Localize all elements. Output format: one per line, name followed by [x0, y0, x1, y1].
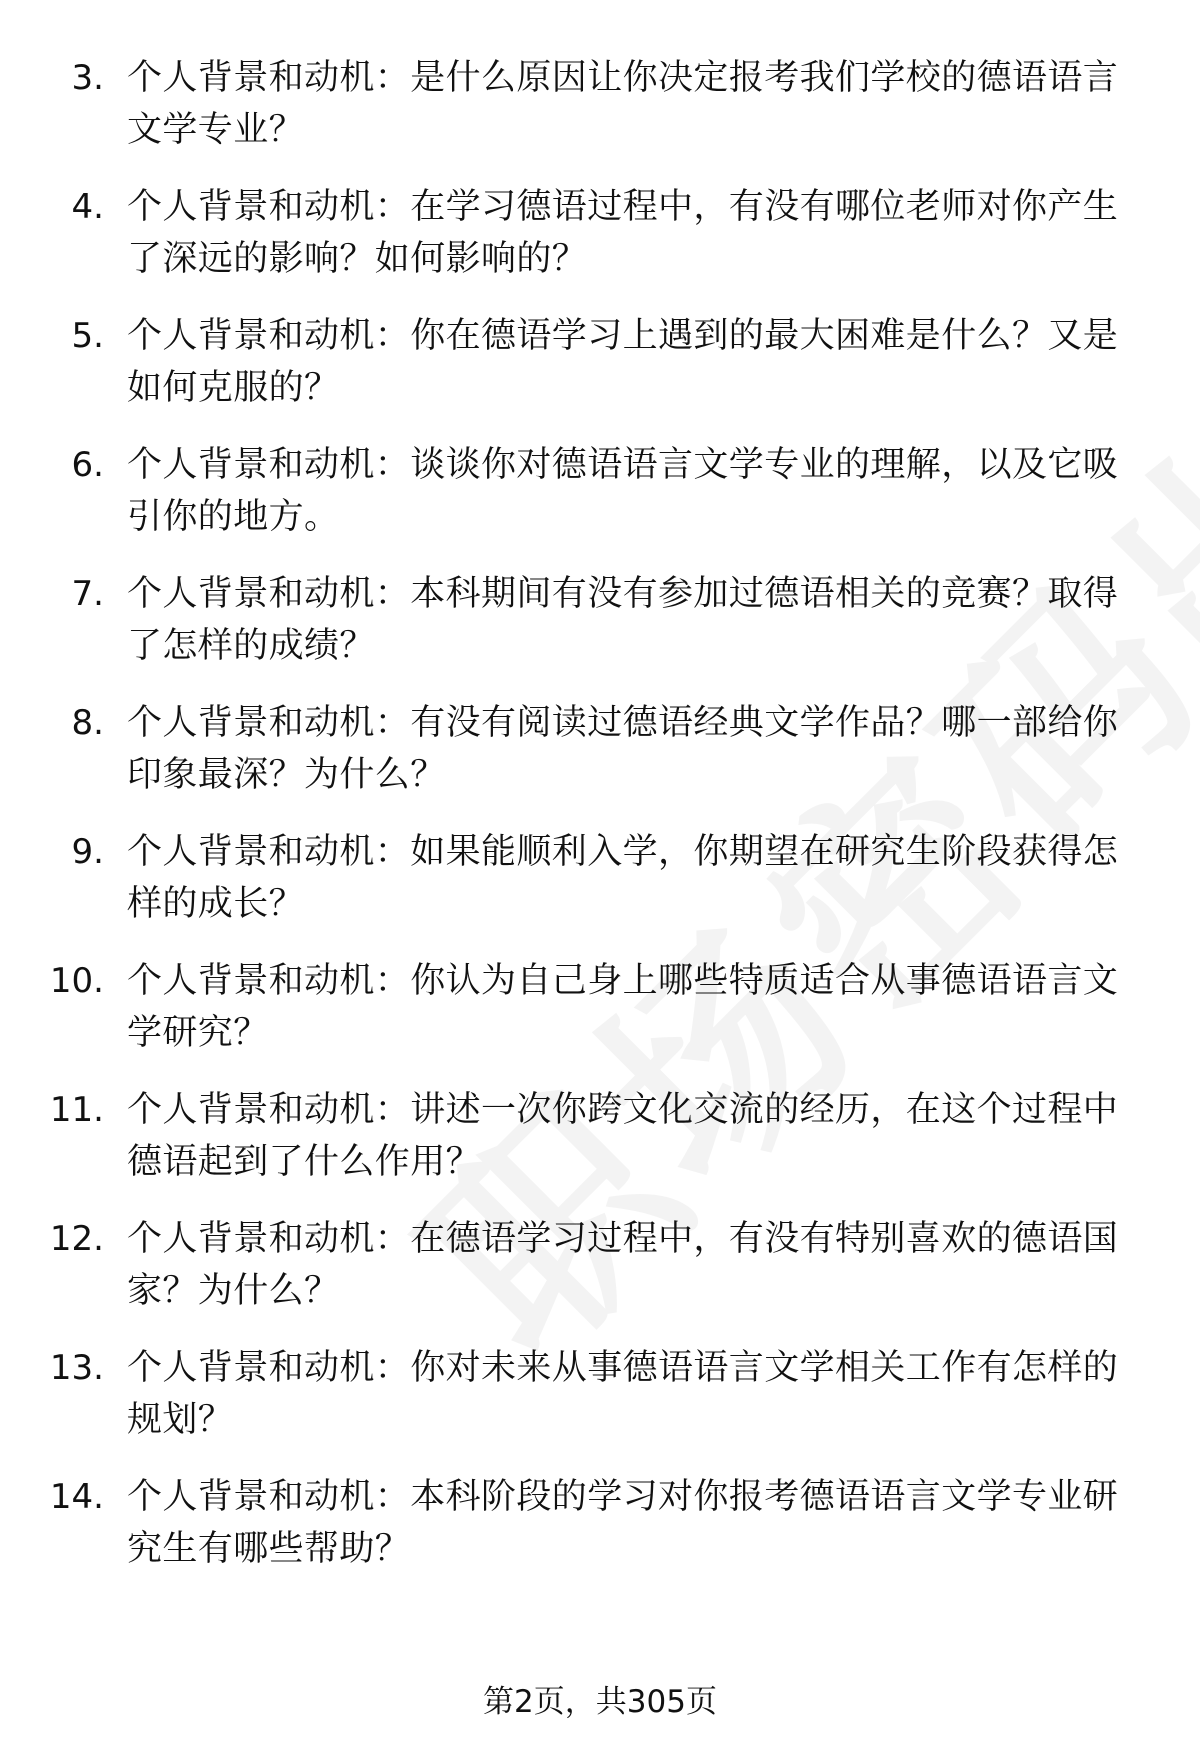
item-text: 个人背景和动机：在学习德语过程中，有没有哪位老师对你产生了深远的影响？如何影响的？ — [127, 187, 1119, 279]
list-item — [0, 52, 1200, 181]
list-item — [0, 697, 1200, 826]
list-item — [0, 439, 1200, 568]
item-number: 6. — [71, 445, 104, 485]
item-number: 3. — [71, 58, 104, 98]
list-item — [0, 955, 1200, 1084]
item-number: 14. — [49, 1477, 104, 1517]
list-item — [0, 826, 1200, 955]
item-text: 个人背景和动机：你认为自己身上哪些特质适合从事德语语言文学研究？ — [127, 961, 1119, 1053]
item-number: 10. — [49, 961, 104, 1001]
item-text: 个人背景和动机：如果能顺利入学，你期望在研究生阶段获得怎样的成长？ — [127, 832, 1119, 924]
item-number: 11. — [49, 1090, 104, 1130]
item-number: 7. — [71, 574, 104, 614]
item-number: 9. — [71, 832, 104, 872]
item-number: 12. — [49, 1219, 104, 1259]
item-text: 个人背景和动机：你在德语学习上遇到的最大困难是什么？又是如何克服的？ — [127, 316, 1119, 408]
item-text: 个人背景和动机：本科期间有没有参加过德语相关的竞赛？取得了怎样的成绩？ — [127, 574, 1119, 666]
item-text: 个人背景和动机：你对未来从事德语语言文学相关工作有怎样的规划？ — [127, 1348, 1119, 1440]
item-number: 4. — [71, 187, 104, 227]
list-item — [0, 1471, 1200, 1600]
page-number-footer: 第2页，共305页 — [483, 1684, 717, 1720]
list-item — [0, 1213, 1200, 1342]
item-number: 13. — [49, 1348, 104, 1388]
item-text: 个人背景和动机：是什么原因让你决定报考我们学校的德语语言文学专业？ — [127, 58, 1119, 150]
list-item — [0, 1342, 1200, 1471]
item-text: 个人背景和动机：谈谈你对德语语言文学专业的理解，以及它吸引你的地方。 — [127, 445, 1119, 537]
item-number: 8. — [71, 703, 104, 743]
list-item — [0, 1084, 1200, 1213]
item-text: 个人背景和动机：有没有阅读过德语经典文学作品？哪一部给你印象最深？为什么？ — [127, 703, 1119, 795]
item-text: 个人背景和动机：在德语学习过程中，有没有特别喜欢的德语国家？为什么？ — [127, 1219, 1119, 1311]
question-list — [0, 52, 1200, 1600]
item-number: 5. — [71, 316, 104, 356]
item-text: 个人背景和动机：讲述一次你跨文化交流的经历，在这个过程中德语起到了什么作用？ — [127, 1090, 1119, 1182]
list-item — [0, 568, 1200, 697]
list-item — [0, 310, 1200, 439]
list-item — [0, 181, 1200, 310]
item-text: 个人背景和动机：本科阶段的学习对你报考德语语言文学专业研究生有哪些帮助？ — [127, 1477, 1119, 1569]
